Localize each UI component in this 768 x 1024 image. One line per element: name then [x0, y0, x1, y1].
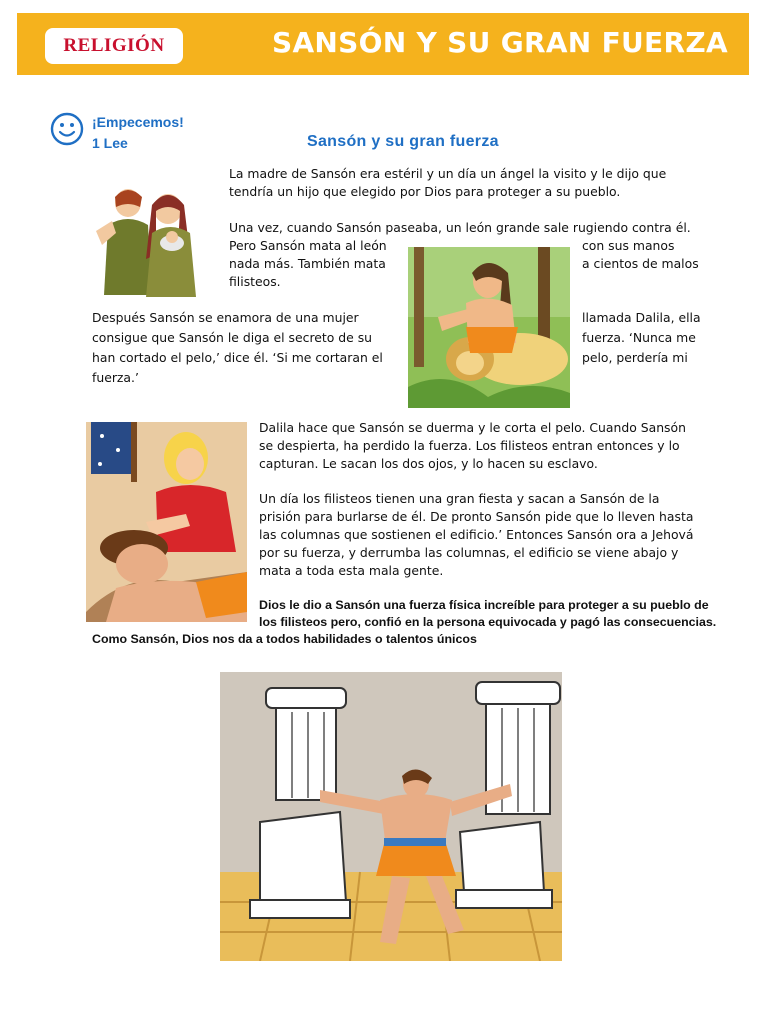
subject-badge [45, 28, 183, 64]
story-p4-line2: se despierta, ha perdido la fuerza. Los filisteos entran entonces y lo [259, 438, 680, 453]
story-p4-line3: capturan. Le sacan los dos ojos, y lo hacen su esclavo. [259, 456, 598, 471]
story-p3-left-1: Después Sansón se enamora de una mujer [92, 310, 359, 325]
story-p4-line1: Dalila hace que Sansón se duerma y le corta el pelo. Cuando Sansón [259, 420, 686, 435]
lets-start-label: ¡Empecemos! [92, 114, 184, 130]
story-p1-line2: tendría un hijo que elegido por Dios para proteger a su pueblo. [229, 184, 621, 199]
story-p3-left-4: fuerza.’ [92, 370, 139, 385]
moral-line2: los filisteos pero, confió en la persona equivocada y pagó las consecuencias. [259, 615, 717, 629]
step-label: 1 Lee [92, 135, 128, 151]
story-p5-line4: por su fuerza, y derrumba las columnas, el edificio se viene abajo y [259, 545, 679, 560]
story-p5-line5: mata a toda esta mala gente. [259, 563, 444, 578]
story-p2-right-2: a cientos de malos [582, 256, 699, 271]
story-p1-line1: La madre de Sansón era estéril y un día un ángel la visito y le dijo que [229, 166, 667, 181]
lion-illustration [408, 247, 570, 408]
story-p2-line1: Una vez, cuando Sansón paseaba, un león grande sale rugiendo contra él. [229, 220, 691, 235]
story-p2-right-1: con sus manos [582, 238, 675, 253]
lets-start-block [92, 112, 184, 154]
story-p3-left-2: consigue que Sansón le diga el secreto de su [92, 330, 373, 345]
story-p5-line2: prisión para burlarse de él. De pronto Sansón pide que lo lleven hasta [259, 509, 694, 524]
dalila-illustration [86, 422, 247, 622]
story-p2-left-1: Pero Sansón mata al león [229, 238, 387, 253]
story-p5-line3: las columnas que sostienen el edificio.’ Entonces Sansón ora a Jehová [259, 527, 694, 542]
smiley-icon [50, 112, 84, 146]
story-p2-left-3: filisteos. [229, 274, 281, 289]
story-p3-right-3: pelo, perdería mi [582, 350, 688, 365]
page-title: SANSÓN Y SU GRAN FUERZA [272, 26, 728, 59]
moral-line3: Como Sansón, Dios nos da a todos habilidades o talentos únicos [92, 632, 477, 646]
columns-illustration [220, 672, 562, 961]
story-title: Sansón y su gran fuerza [307, 133, 499, 150]
moral-line1: Dios le dio a Sansón una fuerza física increíble para proteger a su pueblo de [259, 598, 709, 612]
story-p5-line1: Un día los filisteos tienen una gran fiesta y sacan a Sansón de la [259, 491, 660, 506]
story-p2-left-2: nada más. También mata [229, 256, 386, 271]
parents-illustration [86, 175, 217, 297]
story-p3-right-1: llamada Dalila, ella [582, 310, 701, 325]
story-p3-right-2: fuerza. ‘Nunca me [582, 330, 696, 345]
story-p3-left-3: han cortado el pelo,’ dice él. ‘Si me cortaran el [92, 350, 383, 365]
subject-badge-label: RELIGIÓN [63, 35, 165, 56]
